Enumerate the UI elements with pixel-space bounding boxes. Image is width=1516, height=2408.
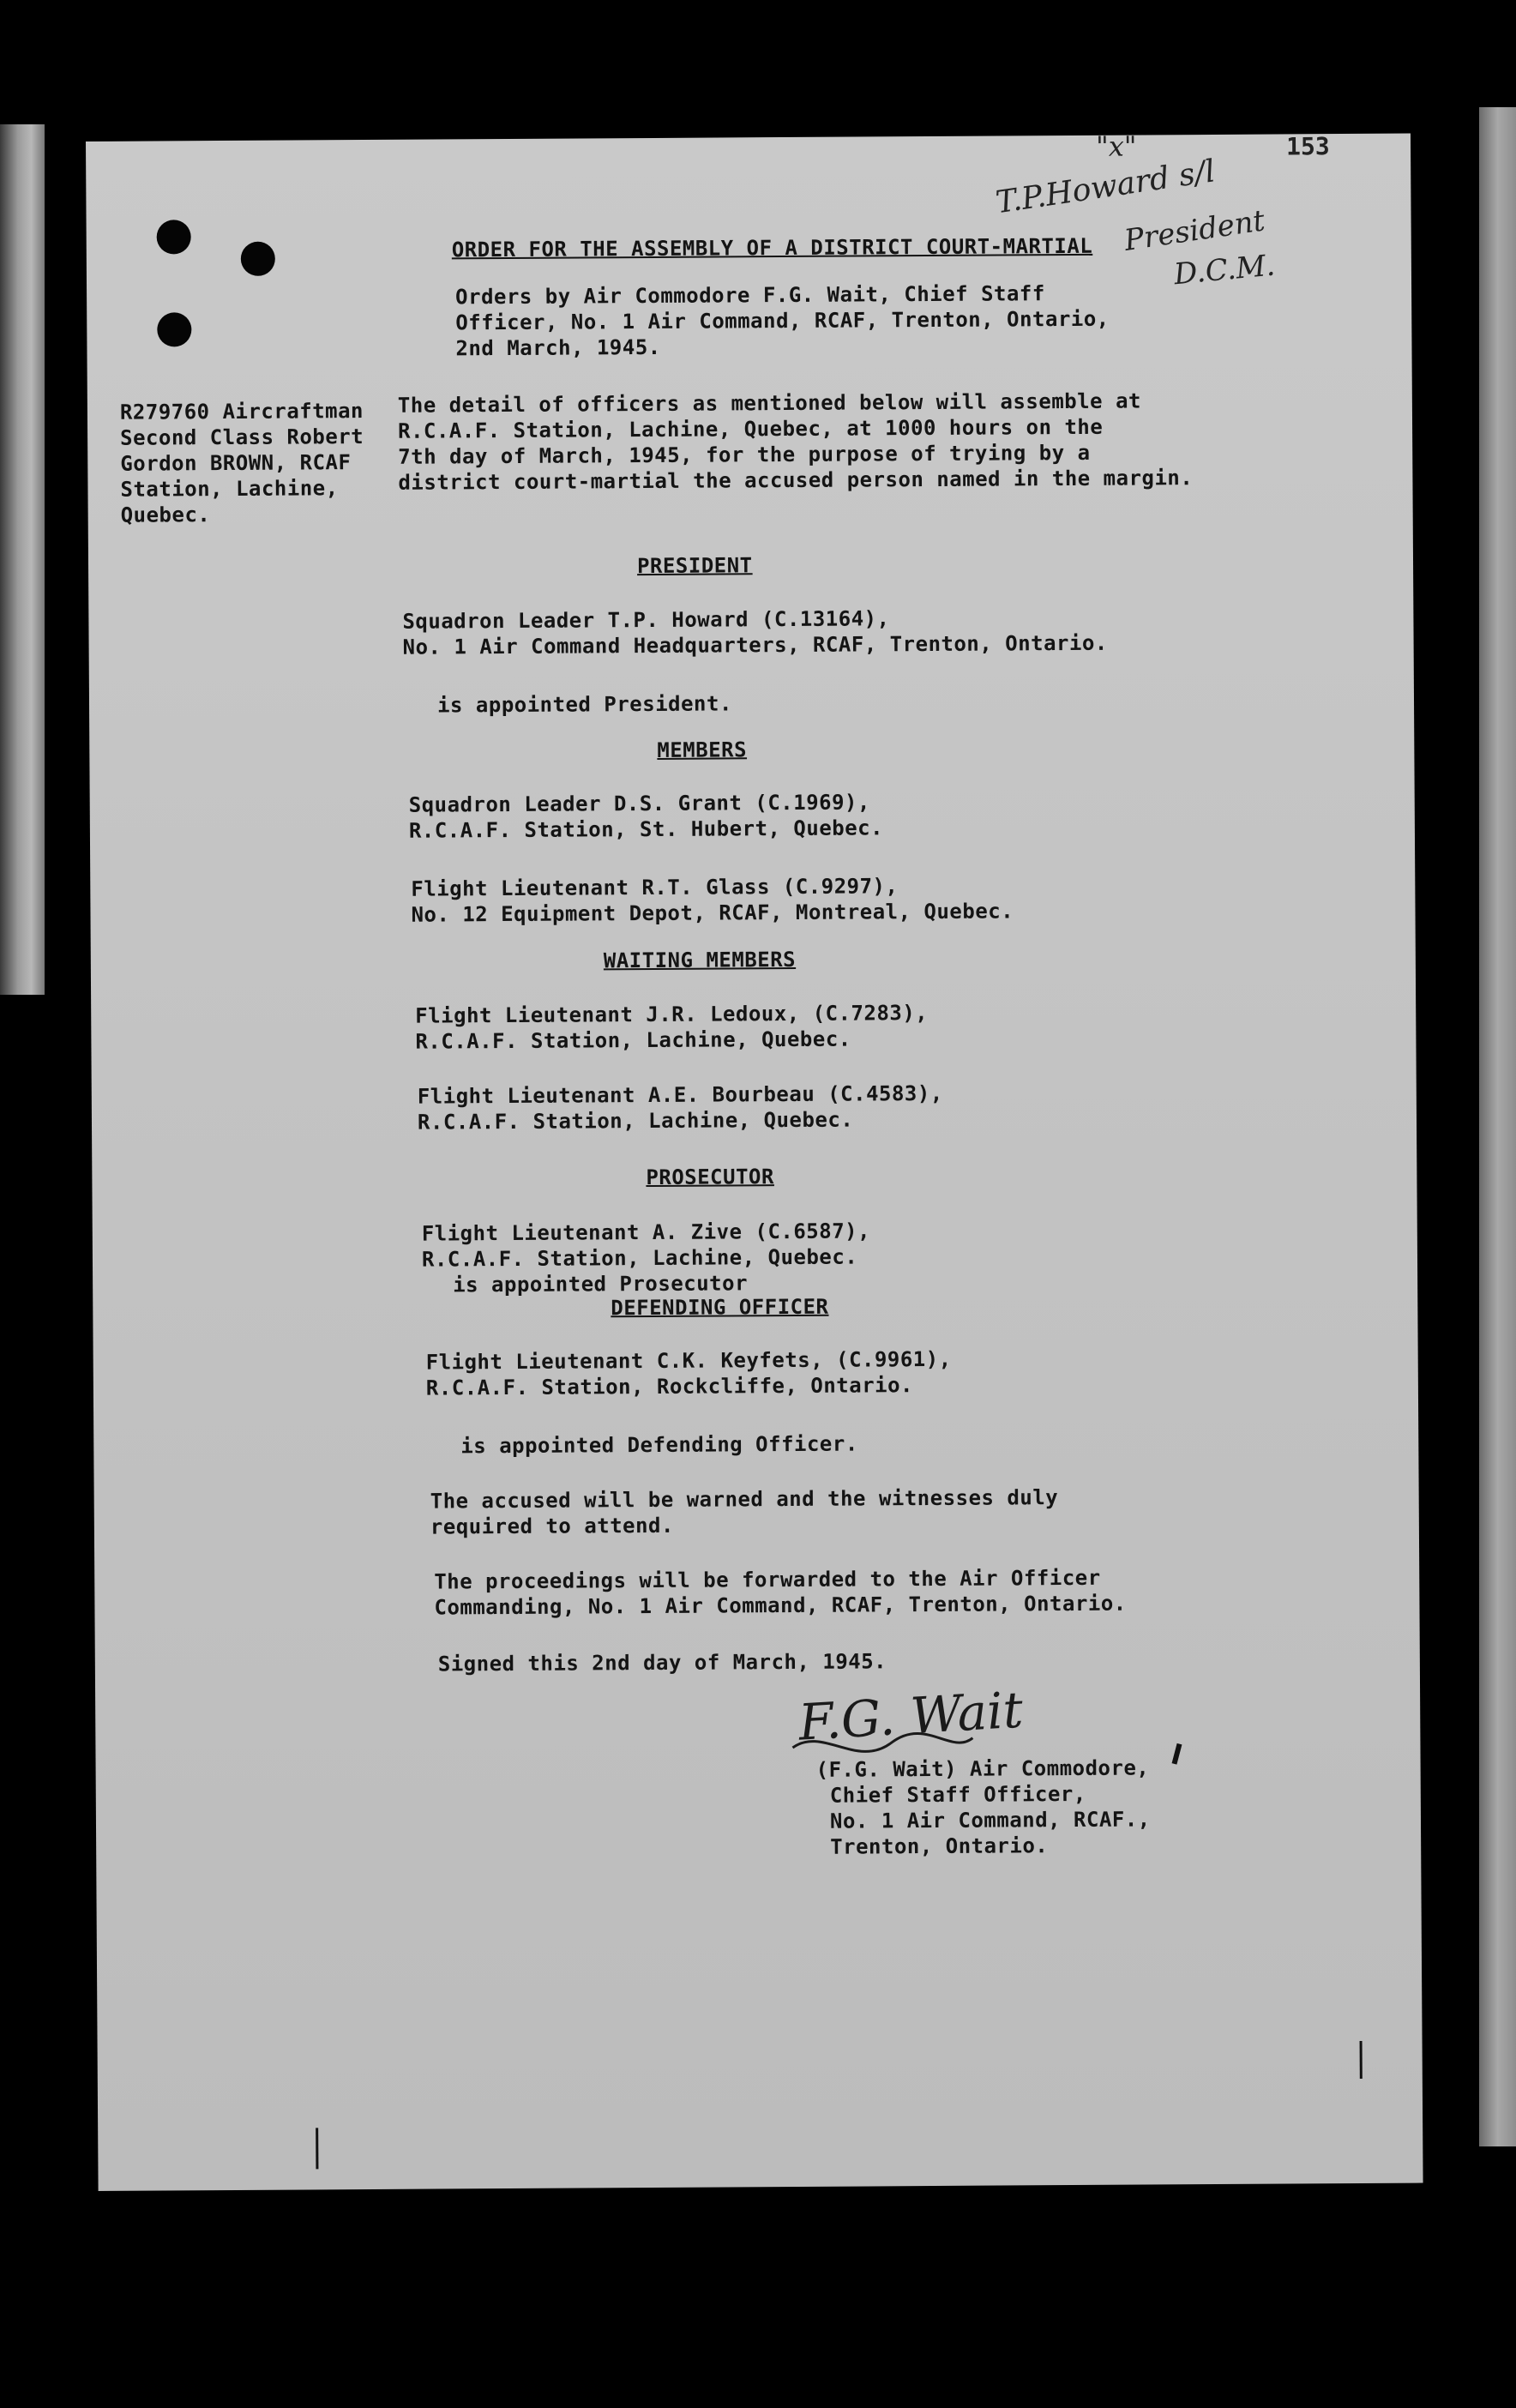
signatory-line-3: No. 1 Air Command, RCAF., [829, 1807, 1151, 1833]
signatory-line-1: (F.G. Wait) Air Commodore, [815, 1755, 1150, 1782]
document-page [86, 129, 1423, 2191]
member-1-line-1: Squadron Leader D.S. Grant (C.1969), [408, 790, 870, 817]
stray-mark-1 [1172, 1743, 1182, 1765]
prosecutor-line-2: R.C.A.F. Station, Lachine, Quebec. [421, 1244, 858, 1272]
defending-officer-line-2: R.C.A.F. Station, Rockcliffe, Ontario. [425, 1373, 914, 1400]
warning-line-2: required to attend. [430, 1513, 675, 1539]
orders-by-line-3: 2nd March, 1945. [455, 334, 661, 361]
signatory-line-4: Trenton, Ontario. [830, 1833, 1049, 1859]
handwritten-signature-howard: T.P.Howard s/l [993, 154, 1218, 221]
intro-line-2: R.C.A.F. Station, Lachine, Quebec, at 1000 hours on the [397, 414, 1104, 443]
orders-by-line-1: Orders by Air Commodore F.G. Wait, Chief Staff [455, 281, 1045, 310]
proceedings-line-1: The proceedings will be forwarded to the Air Officer [434, 1565, 1101, 1594]
handwritten-president: President [1122, 203, 1267, 258]
defending-officer-line-1: Flight Lieutenant C.K. Keyfets, (C.9961), [425, 1346, 952, 1375]
margin-accused-line-3: Gordon BROWN, RCAF [120, 450, 352, 476]
intro-line-3: 7th day of March, 1945, for the purpose of trying by a [398, 440, 1091, 469]
prosecutor-heading: PROSECUTOR [646, 1165, 774, 1190]
x-mark: "x" [1095, 129, 1137, 163]
punch-hole-1 [157, 220, 191, 254]
waiting-member-1-line-2: R.C.A.F. Station, Lachine, Quebec. [415, 1026, 851, 1054]
president-appointed: is appointed President. [436, 691, 732, 718]
prosecutor-appointed: is appointed Prosecutor [453, 1271, 749, 1297]
member-2-line-1: Flight Lieutenant R.T. Glass (C.9297), [411, 874, 899, 901]
defending-officer-appointed: is appointed Defending Officer. [460, 1431, 858, 1459]
members-heading: MEMBERS [657, 737, 748, 762]
adjacent-page-left [0, 124, 45, 995]
intro-line-1: The detail of officers as mentioned below will assemble at [397, 388, 1142, 418]
proceedings-line-2: Commanding, No. 1 Air Command, RCAF, Trenton, Ontario. [434, 1591, 1127, 1620]
president-line-2: No. 1 Air Command Headquarters, RCAF, Trenton, Ontario. [402, 630, 1108, 659]
stray-mark-3 [1360, 2041, 1363, 2079]
page-number: 153 [1285, 132, 1330, 161]
punch-hole-3 [157, 312, 191, 346]
orders-by-line-2: Officer, No. 1 Air Command, RCAF, Trenton, Ontario, [455, 306, 1110, 335]
margin-accused-line-2: Second Class Robert [120, 424, 364, 450]
defending-officer-heading: DEFENDING OFFICER [611, 1294, 829, 1321]
stray-mark-2 [316, 2128, 318, 2169]
margin-accused-line-1: R279760 Aircraftman [119, 399, 364, 424]
president-heading: PRESIDENT [636, 553, 753, 579]
document-title: ORDER FOR THE ASSEMBLY OF A DISTRICT COURT-MARTIAL [451, 233, 1093, 262]
handwritten-signature-wait: F.G. Wait [797, 1680, 1025, 1752]
signed-line: Signed this 2nd day of March, 1945. [437, 1649, 887, 1677]
waiting-member-1-line-1: Flight Lieutenant J.R. Ledoux, (C.7283), [415, 1001, 929, 1028]
signatory-line-2: Chief Staff Officer, [829, 1781, 1086, 1808]
warning-line-1: The accused will be warned and the witnesses duly [430, 1485, 1059, 1514]
waiting-member-2-line-1: Flight Lieutenant A.E. Bourbeau (C.4583), [417, 1081, 943, 1109]
punch-hole-2 [241, 242, 275, 276]
margin-accused-line-5: Quebec. [120, 503, 211, 527]
adjacent-page-right [1479, 107, 1516, 2146]
waiting-members-heading: WAITING MEMBERS [603, 947, 797, 973]
waiting-member-2-line-2: R.C.A.F. Station, Lachine, Quebec. [417, 1107, 854, 1135]
member-2-line-2: No. 12 Equipment Depot, RCAF, Montreal, Quebec. [411, 899, 1014, 927]
intro-line-4: district court-martial the accused person named in the margin. [398, 466, 1194, 495]
handwritten-dcm: D.C.M. [1172, 248, 1277, 292]
margin-accused-line-4: Station, Lachine, [120, 476, 339, 502]
member-1-line-2: R.C.A.F. Station, St. Hubert, Quebec. [408, 816, 884, 843]
president-line-1: Squadron Leader T.P. Howard (C.13164), [402, 606, 890, 634]
prosecutor-line-1: Flight Lieutenant A. Zive (C.6587), [421, 1219, 871, 1246]
